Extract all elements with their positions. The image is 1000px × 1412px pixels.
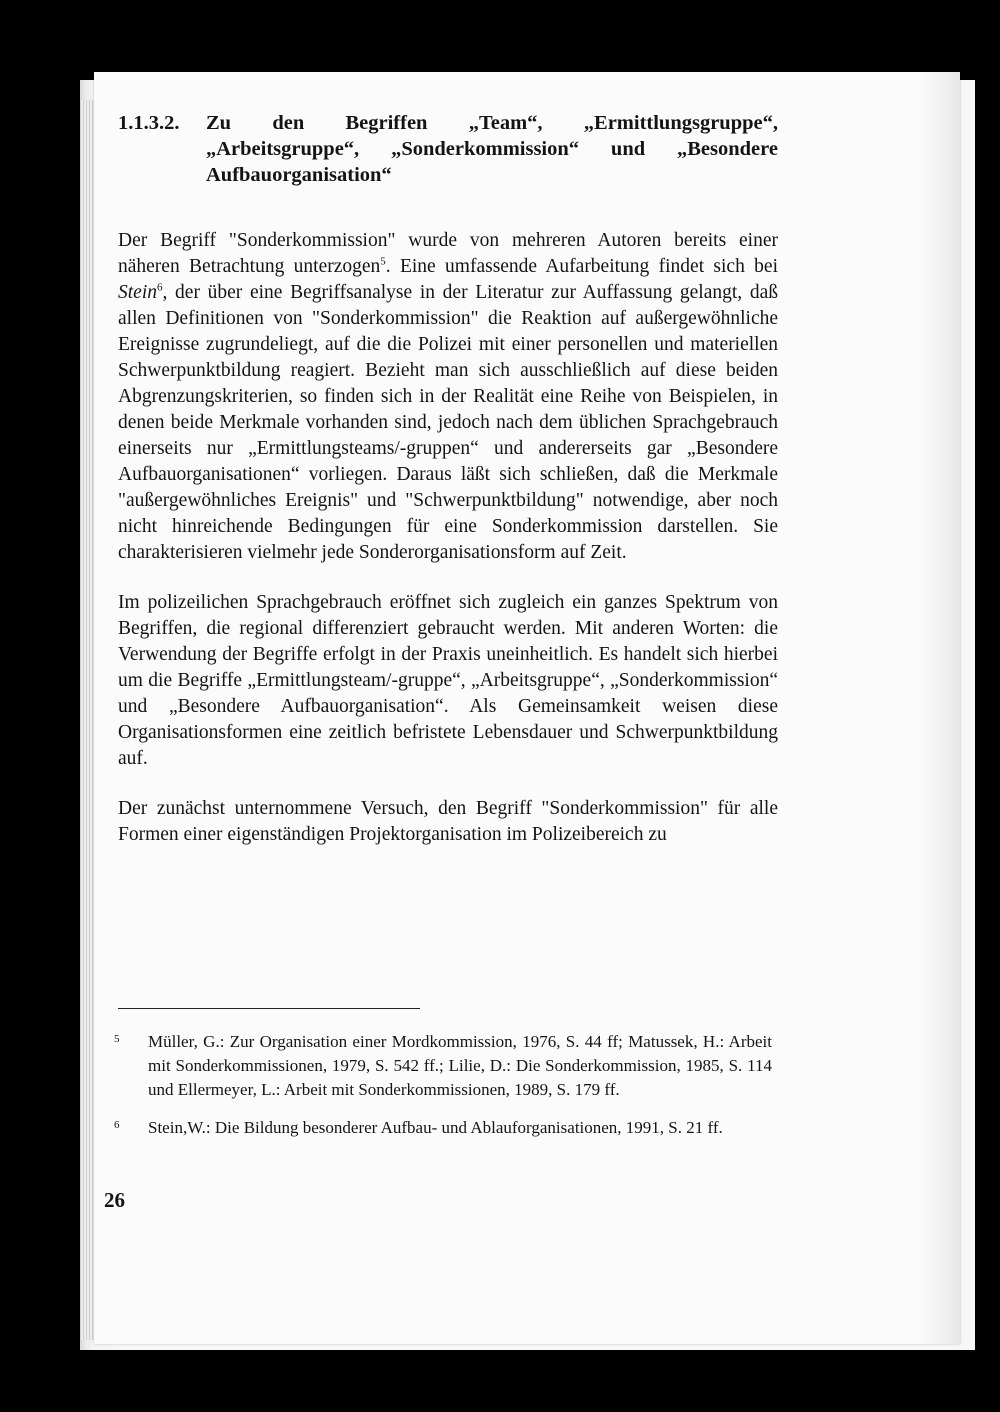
footnote-text: Müller, G.: Zur Organisation einer Mordkommission, 1976, S. 44 ff; Matussek, H.: Arbeit mit Sonderkommissionen, 1979, S. 542 ff.; Lilie, D.: Die Sonderkommission, 1985, S. 114 und Ellermeyer, L.: Arbeit mit Sonderkommissionen, 1989, S. 179 ff. [148, 1032, 772, 1099]
footnote-number: 6 [114, 1119, 120, 1131]
footnote-number: 5 [114, 1033, 120, 1045]
page-gutter-shadow [920, 72, 960, 1344]
paragraph-1-part-c: , der über eine Begriffsanalyse in der Literatur zur Auffassung gelangt, daß allen Definitionen von "Sonderkommission" die Reaktion auf außergewöhnliche Ereignisse zugrundeliegt, auf die die Polizei mit einer personellen und materiellen Schwerpunktbildung reagiert. Bezieht man sich ausschließlich auf diese beiden Abgrenzungskriterien, so finden sich in der Realität eine Reihe von Beispielen, in denen beide Merkmale vorhanden sind, jedoch nach dem üblichen Sprachgebrauch einerseits nur „Ermittlungsteams/-gruppen“ und andererseits gar „Besondere Aufbauorganisationen“ vorliegen. Daraus läßt sich schließen, daß die Merkmale "außergewöhnliches Ereignis" und "Schwerpunktbildung" notwendige, aber noch nicht hinreichende Bedingungen für eine Sonderkommission darstellen. Sie charakterisieren vielmehr jede Sonderorganisationsform auf Zeit. [118, 282, 778, 563]
section-number: 1.1.3.2. [118, 112, 180, 134]
paragraph-1-part-a: Der Begriff "Sonderkommission" wurde von mehreren Autoren bereits einer näheren Betrachtung unterzogen [118, 230, 778, 277]
footnotes [114, 1030, 772, 1140]
page-number: 26 [104, 1188, 125, 1212]
footnote-5 [114, 1030, 772, 1102]
paragraph-1 [118, 228, 778, 566]
footnote-ref-5[interactable]: 5 [380, 255, 386, 268]
paragraph-1-part-b: . Eine umfassende Aufarbeitung findet sich bei [385, 256, 778, 277]
paragraph-3: Der zunächst unternommene Versuch, den Begriff "Sonderkommission" für alle Formen einer eigenständigen Projektorganisation im Polizeibereich zu [118, 798, 778, 845]
section-heading [118, 110, 778, 188]
footnote-6 [114, 1116, 772, 1140]
footnote-divider [118, 1008, 420, 1009]
page-content [118, 110, 778, 848]
section-title: Zu den Begriffen „Team“, „Ermittlungsgruppe“, „Arbeitsgruppe“, „Sonderkommission“ und „Besondere Aufbauorganisation“ [206, 112, 778, 186]
paragraph-2: Im polizeilichen Sprachgebrauch eröffnet sich zugleich ein ganzes Spektrum von Begriffen, die regional differenziert gebraucht werden. Mit anderen Worten: die Verwendung der Begriffe erfolgt in der Praxis uneinheitlich. Es handelt sich hierbei um die Begriffe „Ermittlungsteam/-gruppe“, „Arbeitsgruppe“, „Sonderkommission“ und „Besondere Aufbauorganisation“. Als Gemeinsamkeit weisen diese Organisationsformen eine zeitlich befristete Lebensdauer und Schwerpunktbildung auf. [118, 592, 778, 769]
author-name: Stein [118, 282, 157, 303]
page-stack-edge [80, 100, 94, 1340]
footnote-ref-6[interactable]: 6 [157, 281, 163, 294]
footnote-text: Stein,W.: Die Bildung besonderer Aufbau- und Ablauforganisationen, 1991, S. 21 ff. [148, 1118, 723, 1137]
